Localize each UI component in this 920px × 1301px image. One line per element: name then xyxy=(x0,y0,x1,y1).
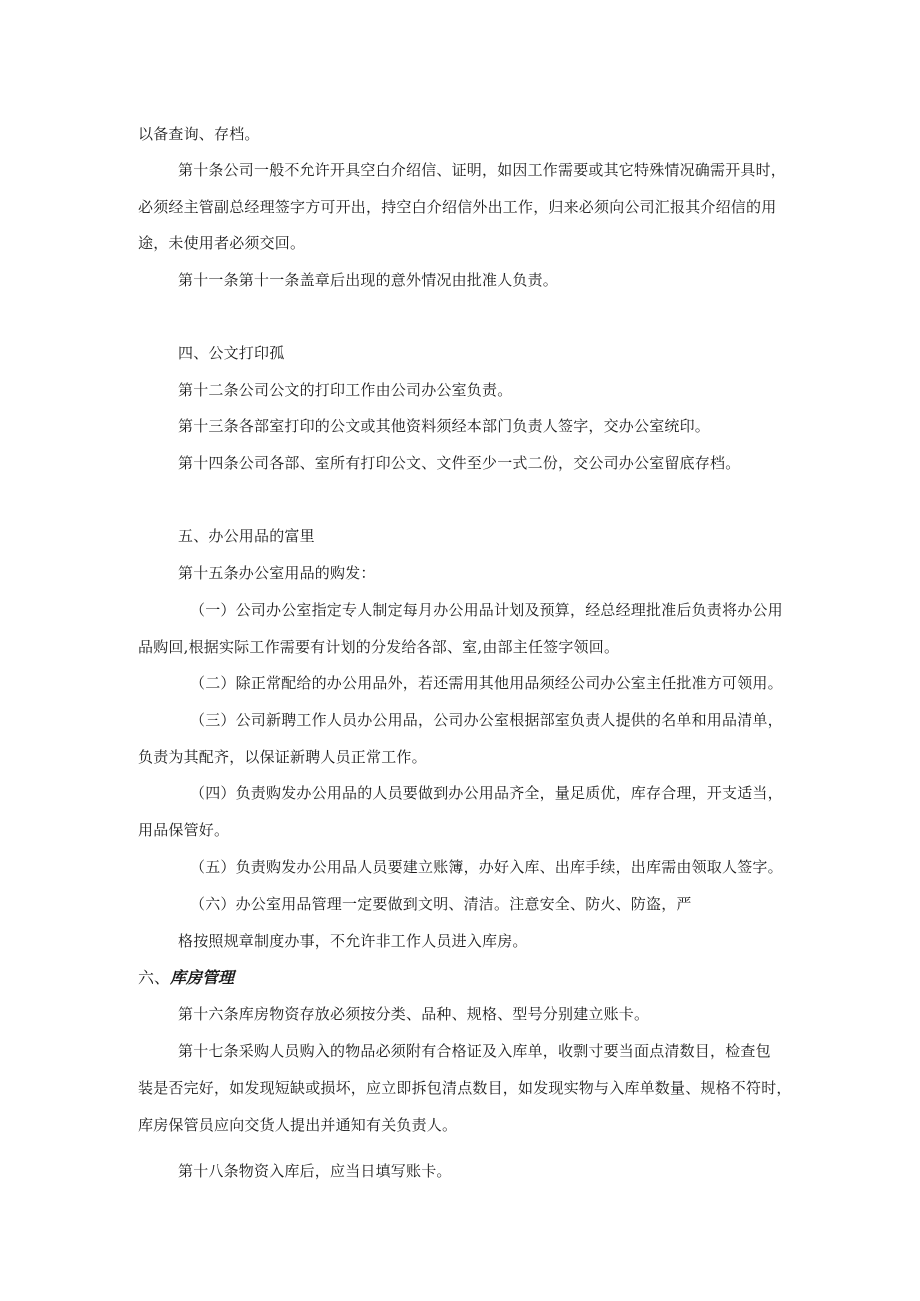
paragraph-line: 必须经主管副总经理签字方可开出，持空白介绍信外出工作，归来必须向公司汇报其介绍信的用 xyxy=(138,198,777,216)
paragraph-line: 品购回,根据实际工作需要有计划的分发给各部、室,由部主任签字领回。 xyxy=(138,638,620,656)
paragraph-line: 第十五条办公室用品的购发： xyxy=(178,564,376,582)
paragraph-line: （六）办公室用品管理一定要做到文明、清洁。注意安全、防火、防盗，严 xyxy=(190,895,692,913)
section-heading: 四、公文打印孤 xyxy=(178,344,285,362)
section-prefix: 六、 xyxy=(138,968,171,987)
paragraph-line: （五）负责购发办公用品人员要建立账簿，办好入库、出库手续，出库需由领取人签字。 xyxy=(190,858,783,876)
section-heading-storage xyxy=(138,968,234,988)
paragraph-line: 格按照规章制度办事，不允许非工作人员进入库房。 xyxy=(178,932,528,950)
paragraph-line: 负责为其配齐，以保证新聘人员正常工作。 xyxy=(138,748,427,766)
paragraph-line: 用品保管好。 xyxy=(138,821,230,839)
paragraph-line: 以备查询、存档。 xyxy=(138,125,260,143)
paragraph-line: （一）公司办公室指定专人制定每月办公用品计划及预算，经总经理批准后负责将办公用 xyxy=(190,601,783,619)
paragraph-line: 第十八条物资入库后，应当日填写账卡。 xyxy=(178,1162,452,1180)
paragraph-line: 第十七条采购人员购入的物品必须附有合格证及入库单，收剽寸要当面点清数目，检查包 xyxy=(178,1042,771,1060)
paragraph-line: （四）负责购发办公用品的人员要做到办公用品齐全，量足质优，库存合理，开支适当， xyxy=(190,784,783,802)
paragraph-line: 第十六条库房物资存放必须按分类、品种、规格、型号分别建立账卡。 xyxy=(178,1005,650,1023)
paragraph-line: 第十二条公司公文的打印工作由公司办公室负责。 xyxy=(178,381,513,399)
section-title: 库房管理 xyxy=(170,968,235,987)
paragraph-line: 库房保管员应向交货人提出并通知有关负责人。 xyxy=(138,1116,458,1134)
section-heading: 五、办公用品的富里 xyxy=(178,527,315,545)
paragraph-line: 第十条公司一般不允许开具空白介绍信、证明，如因工作需要或其它特殊情况确需开具时， xyxy=(178,161,787,179)
paragraph-line: 第十三条各部室打印的公文或其他资料须经本部门负责人签字，交办公室统印。 xyxy=(178,417,711,435)
paragraph-line: 装是否完好，如发现短缺或损坏，应立即拆包清点数目，如发现实物与入库单数量、规格不符时， xyxy=(138,1079,792,1097)
paragraph-line: 第十一条第十一条盖章后出现的意外情况由批准人负责。 xyxy=(178,271,559,289)
paragraph-line: （三）公司新聘工作人员办公用品，公司办公室根据部室负责人提供的名单和用品清单， xyxy=(190,711,783,729)
paragraph-line: 第十四条公司各部、室所有打印公文、文件至少一式二份，交公司办公室留底存档。 xyxy=(178,454,741,472)
paragraph-line: 途，未使用者必须交回。 xyxy=(138,234,306,252)
paragraph-line: （二）除正常配给的办公用品外，若还需用其他用品须经公司办公室主任批准方可领用。 xyxy=(190,674,783,692)
